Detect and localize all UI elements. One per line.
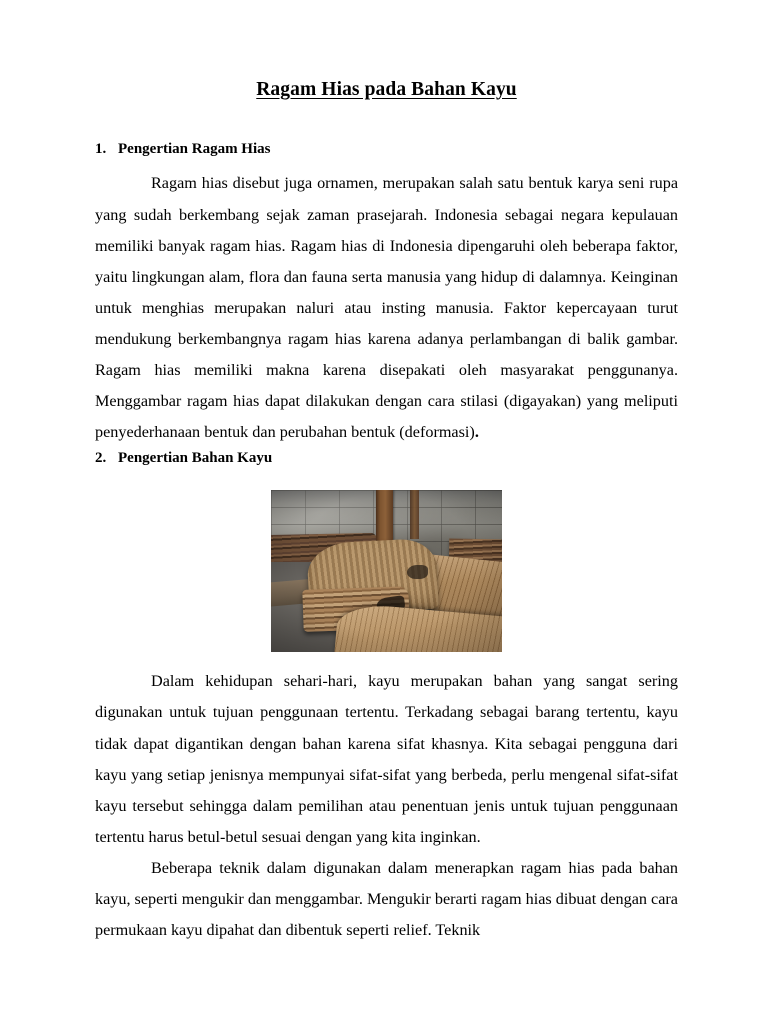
section-number-2: 2. [95, 450, 107, 467]
figure-container [95, 490, 678, 652]
photo-wooden-post-secondary [410, 490, 419, 539]
section-heading-label-2: Pengertian Bahan Kayu [118, 450, 273, 467]
paragraph-kayu-sehari-hari: Dalam kehidupan sehari-hari, kayu merupakan bahan yang sangat sering digunakan untuk tujuan penggunaan tertentu. Terkadang sebagai barang tertentu, kayu tidak dapat digantikan dengan bahan karena sifat khasnya. Kita sebagai pengguna dari kayu yang setiap jenisnya mempunyai sifat-sifat yang berbeda, perlu mengenal sifat-sifat kayu tersebut sehingga dalam pemilihan atau penentuan jenis untuk tujuan penggunaan tertentu harus betul-betul sesuai dengan yang kita inginkan. [95, 672, 678, 846]
paragraph-ragam-hias-final-period: . [474, 423, 479, 442]
section-pengertian-bahan-kayu [95, 448, 678, 946]
page-title: Ragam Hias pada Bahan Kayu [256, 79, 517, 100]
section-pengertian-ragam-hias [95, 139, 678, 448]
paragraph-teknik-ragam-hias: Beberapa teknik dalam digunakan dalam menerapkan ragam hias pada bahan kayu, seperti mengukir dan menggambar. Mengukir berarti ragam hias dibuat dengan cara permukaan kayu dipahat dan dibentuk seperti relief. Teknik [95, 859, 678, 940]
section-heading-label-1: Pengertian Ragam Hias [118, 141, 271, 158]
wood-planks-photo [271, 490, 502, 652]
paragraph-ragam-hias [95, 168, 678, 448]
paragraph-ragam-hias-text: Ragam hias disebut juga ornamen, merupakan salah satu bentuk karya seni rupa yang sudah berkembang sejak zaman prasejarah. Indonesia sebagai negara kepulauan memiliki banyak ragam hias. Ragam hias di Indonesia dipengaruhi oleh beberapa faktor, yaitu lingkungan alam, flora dan fauna serta manusia yang hidup di dalamnya. Keinginan untuk menghias merupakan naluri atau insting manusia. Faktor kepercayaan turut mendukung berkembangnya ragam hias karena adanya perlambangan di balik gambar. Ragam hias memiliki makna karena disepakati oleh masyarakat penggunanya. Menggambar ragam hias dapat dilakukan dengan cara stilasi (digayakan) yang meliputi penyederhanaan bentuk dan perubahan bentuk (deformasi) [95, 174, 678, 442]
photo-shadow-gap-rear [407, 565, 428, 580]
section-number-1: 1. [95, 141, 107, 158]
section-heading-2 [95, 448, 678, 469]
section-heading-1 [95, 139, 678, 160]
